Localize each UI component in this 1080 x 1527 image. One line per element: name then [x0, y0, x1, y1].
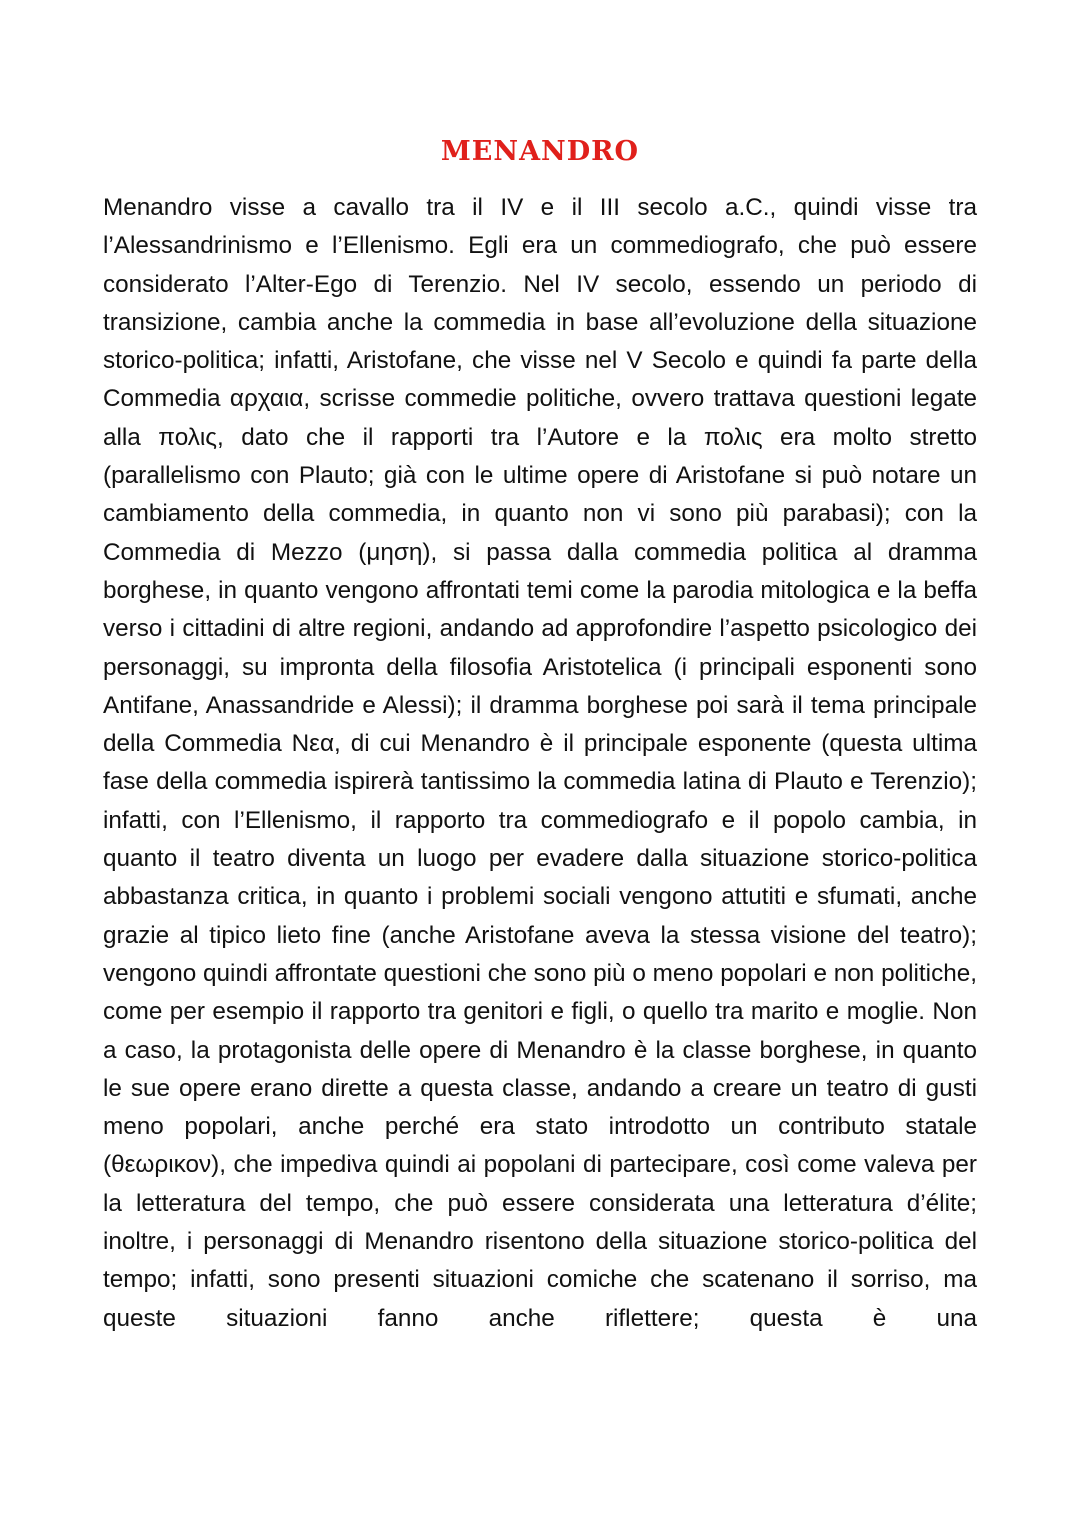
body-paragraph: Menandro visse a cavallo tra il IV e il III secolo a.C., quindi visse tra l’Alessandrinismo e l’Ellenismo. Egli era un commediografo, che può essere considerato l’Alter-Ego di Terenzio. Nel IV secolo, essendo un periodo di transizione, cambia anche la commedia in base all’evoluzione della situazione storico-politica; infatti, Aristofane, che visse nel V Secolo e quindi fa parte della Commedia αρχαια, scrisse commedie politiche, ovvero trattava questioni legate alla πολις, dato che il rapporti tra l’Autore e la πολις era molto stretto (parallelismo con Plauto; già con le ultime opere di Aristofane si può notare un cambiamento della commedia, in quanto non vi sono più parabasi); con la Commedia di Mezzo (μηση), si passa dalla commedia politica al dramma borghese, in quanto vengono affrontati temi come la parodia mitologica e la beffa verso i cittadini di altre regioni, andando ad approfondire l’aspetto psicologico dei personaggi, su impronta della filosofia Aristotelica (i principali esponenti sono Antifane, Anassandride e Alessi); il dramma borghese poi sarà il tema principale della Commedia Νεα, di cui Menandro è il principale esponente (questa ultima fase della commedia ispirerà tantissimo la commedia latina di Plauto e Terenzio); infatti, con l’Ellenismo, il rapporto tra commediografo e il popolo cambia, in quanto il teatro diventa un luogo per evadere dalla situazione storico-politica abbastanza critica, in quanto i problemi sociali vengono attutiti e sfumati, anche grazie al tipico lieto fine (anche Aristofane aveva la stessa visione del teatro); vengono quindi affrontate questioni che sono più o meno popolari e non politiche, come per esempio il rapporto tra genitori e figli, o quello tra marito e moglie. Non a caso, la protagonista delle opere di Menandro è la classe borghese, in quanto le sue opere erano dirette a questa classe, andando a creare un teatro di gusti meno popolari, anche perché era stato introdotto un contributo statale (θεωρικον), che impediva quindi ai popolani di partecipare, così come valeva per la letteratura del tempo, che può essere considerata una letteratura d’élite; inoltre, i personaggi di Menandro risentono della situazione storico-politica del tempo; infatti, sono presenti situazioni comiche che scatenano il sorriso, ma queste situazioni fanno anche riflettere; questa è una: [103, 194, 977, 1332]
document-title: MENANDRO: [440, 136, 640, 167]
